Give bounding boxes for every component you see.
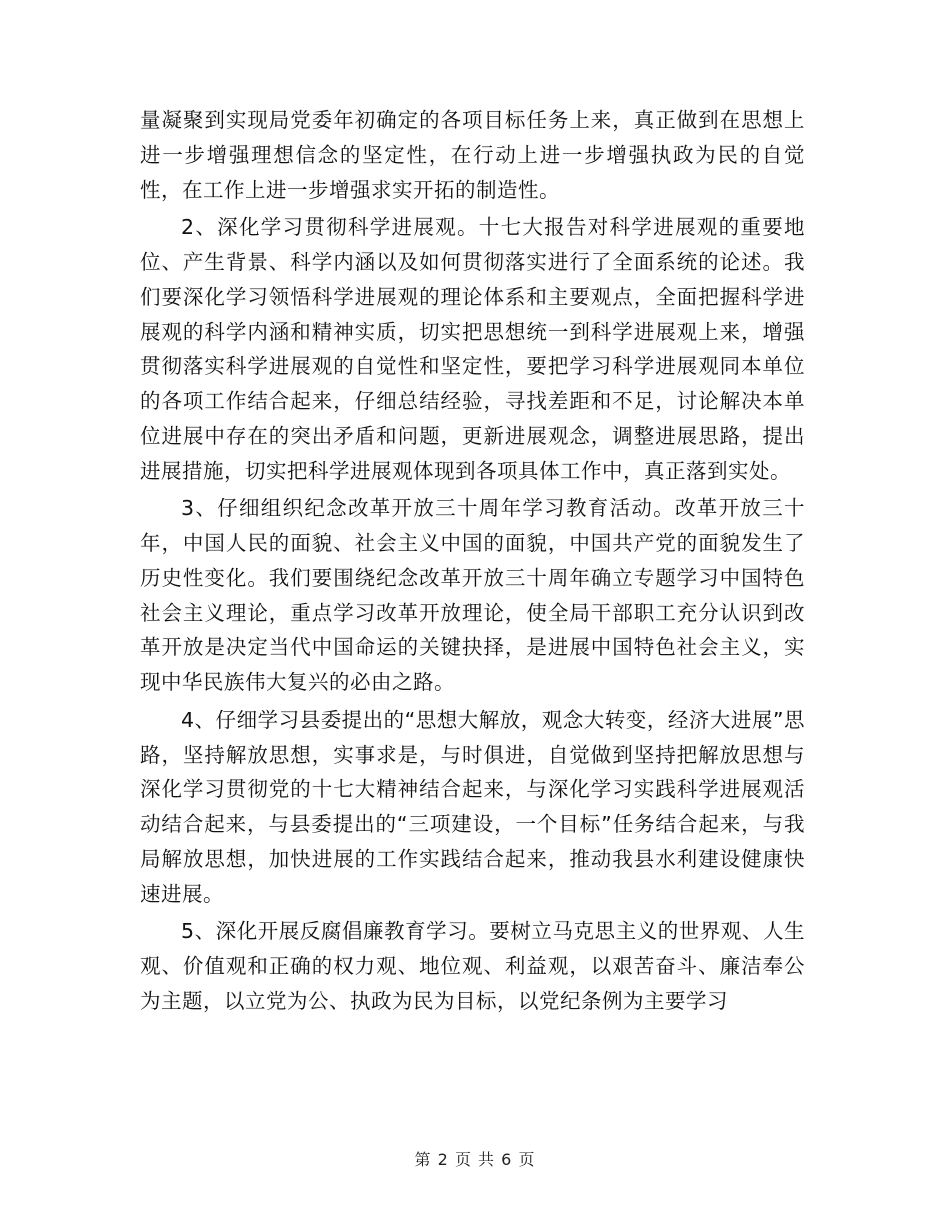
paragraph-item-3: 3、仔细组织纪念改革开放三十周年学习教育活动。改革开放三十年，中国人民的面貌、社会主义中国的面貌，中国共产党的面貌发生了历史性变化。我们要围绕纪念改革开放三十周年确立专题学习中国特色社会主义理论，重点学习改革开放理论，使全局干部职工充分认识到改革开放是决定当代中国命运的关键抉择，是进展中国特色社会主义，实现中华民族伟大复兴的必由之路。 [140, 496, 805, 694]
paragraph-continuation: 量凝聚到实现局党委年初确定的各项目标任务上来，真正做到在思想上进一步增强理想信念的坚定性，在行动上进一步增强执政为民的自觉性，在工作上进一步增强求实开拓的制造性。 [140, 108, 805, 202]
paragraph-item-2: 2、深化学习贯彻科学进展观。十七大报告对科学进展观的重要地位、产生背景、科学内涵以及如何贯彻落实进行了全面系统的论述。我们要深化学习领悟科学进展观的理论体系和主要观点，全面把握科学进展观的科学内涵和精神实质，切实把思想统一到科学进展观上来，增强贯彻落实科学进展观的自觉性和坚定性，要把学习科学进展观同本单位的各项工作结合起来，仔细总结经验，寻找差距和不足，讨论解决本单位进展中存在的突出矛盾和问题，更新进展观念，调整进展思路，提出进展措施，切实把科学进展观体现到各项具体工作中，真正落到实处。 [140, 215, 805, 483]
footer-current-page: 2 [437, 1150, 449, 1169]
paragraph-item-4: 4、仔细学习县委提出的“思想大解放，观念大转变，经济大进展”思路，坚持解放思想，实事求是，与时俱进，自觉做到坚持把解放思想与深化学习贯彻党的十七大精神结合起来，与深化学习实践科学进展观活动结合起来，与县委提出的“三项建设，一个目标”任务结合起来，与我局解放思想，加快进展的工作实践结合起来，推动我县水利建设健康快速进展。 [140, 707, 805, 906]
page-footer [0, 1150, 950, 1170]
footer-total-pages: 6 [501, 1150, 513, 1169]
footer-total-word: 共 [478, 1150, 496, 1169]
footer-prefix: 第 [414, 1150, 432, 1169]
document-body [140, 103, 805, 1019]
footer-page-word: 页 [454, 1150, 472, 1169]
footer-suffix: 页 [518, 1150, 536, 1169]
paragraph-item-5: 5、深化开展反腐倡廉教育学习。要树立马克思主义的世界观、人生观、价值观和正确的权力观、地位观、利益观，以艰苦奋斗、廉洁奉公为主题，以立党为公、执政为民为目标，以党纪条例为主要学习 [140, 919, 805, 1013]
